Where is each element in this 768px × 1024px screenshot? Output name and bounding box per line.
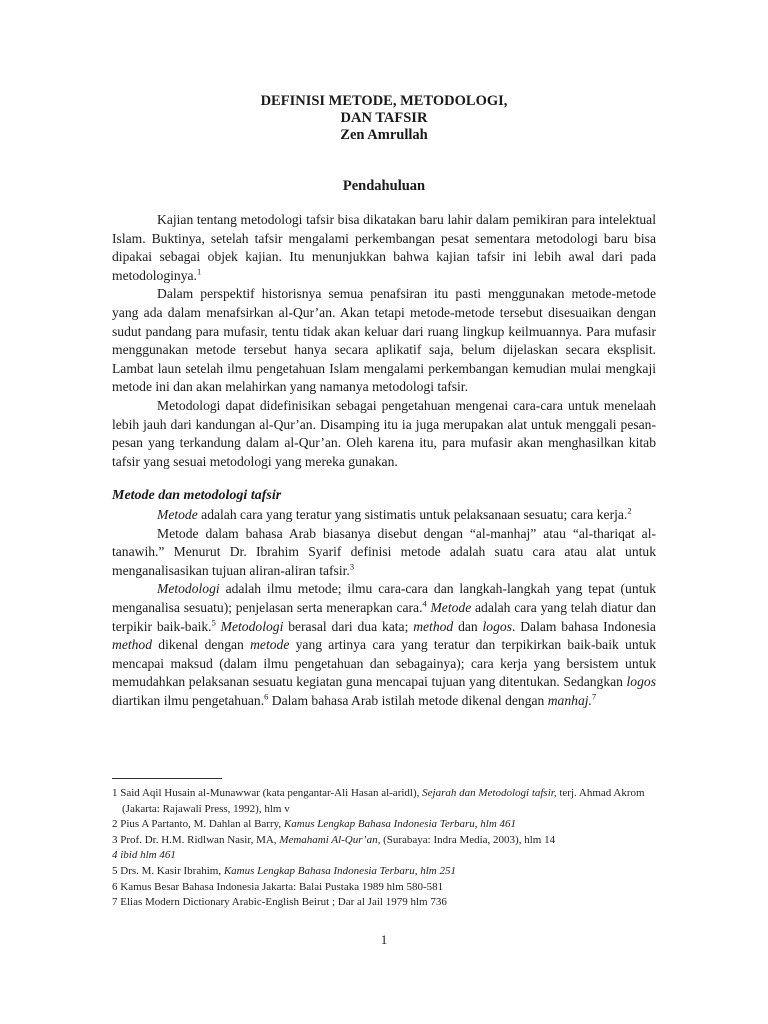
paragraph-text: yang artinya cara yang teratur dan terpikirkan baik-baik untuk mencapai maksud (dalam ilmu pengetahuan dan sebagainya); cara kerja yang bersistem untuk memudahkan pelaksanan sesuatu kegiatan guna mencapai tujuan yang ditentukan. Sedangkan xyxy=(112,637,656,690)
document-title-line2: DAN TAFSIR xyxy=(340,110,428,126)
footnotes xyxy=(112,786,660,911)
paragraph xyxy=(112,580,656,710)
document-title-line1: DEFINISI METODE, METODOLOGI, xyxy=(260,93,508,109)
term: Metode xyxy=(426,599,472,615)
footnote-text: 5 Drs. M. Kasir Ibrahim, xyxy=(112,864,224,877)
footnote-ref: 6 xyxy=(264,691,269,702)
footnote-title: Sejarah dan Metodologi tafsir, xyxy=(422,787,557,799)
section-heading-metode: Metode dan metodologi tafsir xyxy=(112,488,282,503)
paragraph xyxy=(112,211,656,285)
footnote-ref: 1 xyxy=(196,266,202,277)
footnote-text: 3 Prof. Dr. H.M. Ridlwan Nasir, MA, xyxy=(112,833,280,846)
paragraph-text: Dalam bahasa Arab istilah metode dikenal dengan xyxy=(268,692,548,708)
term: logos xyxy=(482,618,512,634)
term: method xyxy=(112,637,153,653)
term: method xyxy=(413,618,454,634)
paragraph: Metodologi dapat didefinisikan sebagai pengetahuan mengenai cara-cara untuk menelaah lebih jauh dari kandungan al-Qur’an. Disamping itu ia juga merupakan alat untuk menggali pesan-pesan yang terkandung dalam al-Qur’an. Oleh karena itu, para mufasir akan menghasilkan kitab tafsir yang sesuai metodologi yang mereka gunakan. xyxy=(112,397,656,469)
footnote-ref: 4 xyxy=(422,598,427,609)
footnote-2 xyxy=(112,817,660,833)
section2-body xyxy=(112,506,656,711)
page-number: 1 xyxy=(380,932,388,947)
footnote-title: Kamus Lengkap Bahasa Indonesia Terbaru, hlm 461 xyxy=(283,818,517,831)
term: Metodologi xyxy=(157,581,220,597)
paragraph-text: adalah cara yang telah diatur dan terpikir baik-baik. xyxy=(112,599,657,634)
term: logos xyxy=(626,674,656,690)
paragraph-text: berasal dari dua kata; xyxy=(283,618,414,634)
footnote-text: terj. Ahmad Akrom (Jakarta: Rajawali Press, 1992), hlm v xyxy=(122,787,645,815)
footnote-text: 2 Pius A Partanto, M. Dahlan al Barry, xyxy=(112,818,284,831)
footnote-ref: 3 xyxy=(349,561,355,572)
footnote-text: 1 Said Aqil Husain al-Munawwar (kata pengantar-Ali Hasan al-aridl), xyxy=(112,787,423,799)
paragraph-text: Metode dalam bahasa Arab biasanya disebut dengan “al-manhaj” atau “al-thariqat al-tanawih.” Menurut Dr. Ibrahim Syarif definisi metode adalah suatu cara atau alat untuk menganalisasikan tujuan aliran-aliran tafsir. xyxy=(112,525,656,578)
term: Metodologi xyxy=(215,618,284,634)
title-block xyxy=(0,93,768,144)
term: Metode xyxy=(157,507,198,522)
term: metode xyxy=(250,637,290,653)
footnote-title: 4 ibid hlm 461 xyxy=(112,849,176,862)
paragraph-text: dikenal dengan xyxy=(152,637,251,653)
paragraph: Dalam perspektif historisnya semua penafsiran itu pasti menggunakan metode-metode yang ada dalam menafsirkan al-Qur’an. Akan tetapi metode-metode tersebut disesuaikan dengan sudut pandang para mufasir, tentu tidak akan keluar dari ruang lingkup keilmuannya. Para mufasir menggunakan metode tersebut hanya secara aplikatif saja, belum dijelaskan secara eksplisit. Lambat laun setelah ilmu pengetahuan Islam mengalami perkembangan kemudian mulai mengkaji metode ini dan akan melahirkan yang namanya metodologi tafsir. xyxy=(112,286,656,395)
section1-body xyxy=(112,211,656,471)
footnote-title: Memahami Al-Qur’an, xyxy=(279,833,381,846)
footnote-title: Kamus Lengkap Bahasa Indonesia Terbaru, hlm 251 xyxy=(223,864,456,877)
paragraph xyxy=(112,525,656,581)
footnote-7: 7 Elias Modern Dictionary Arabic-English Beirut ; Dar al Jail 1979 hlm 736 xyxy=(112,896,447,909)
term: manhaj. xyxy=(547,692,592,708)
footnote-4 xyxy=(112,848,660,864)
footnote-1 xyxy=(112,786,660,817)
footnote-6: 6 Kamus Besar Bahasa Indonesia Jakarta: Balai Pustaka 1989 hlm 580-581 xyxy=(112,880,444,893)
footnote-ref: 2 xyxy=(627,505,632,516)
footnote-text: (Surabaya: Indra Media, 2003), hlm 14 xyxy=(380,833,556,846)
author-name: Zen Amrullah xyxy=(340,127,428,143)
paragraph-text: dan xyxy=(453,618,483,634)
paragraph-text: adalah cara yang teratur yang sistimatis untuk pelaksanaan sesuatu; cara kerja. xyxy=(197,507,628,522)
footnote-divider xyxy=(112,778,222,779)
footnote-ref: 5 xyxy=(211,617,216,628)
paragraph xyxy=(112,506,656,525)
footnote-ref: 7 xyxy=(591,691,597,702)
footnote-5 xyxy=(112,864,660,880)
paragraph-text: . Dalam bahasa Indonesia xyxy=(512,618,656,634)
section-heading-pendahuluan: Pendahuluan xyxy=(342,178,426,194)
paragraph-text: diartikan ilmu pengetahuan. xyxy=(112,692,265,708)
footnote-3 xyxy=(112,833,660,849)
paragraph-text: adalah ilmu metode; ilmu cara-cara dan langkah-langkah yang tepat (untuk menganalisa sesuatu); penjelasan serta menerapkan cara. xyxy=(112,581,656,615)
paragraph-text: Kajian tentang metodologi tafsir bisa dikatakan baru lahir dalam pemikiran para intelektual Islam. Buktinya, setelah tafsir mengalami perkembangan pesat sementara metodologi baru bisa dipakai sebagai objek kajian. Itu menunjukkan bahwa kajian tafsir ini lebih awal dari pada metodologinya. xyxy=(112,212,656,283)
